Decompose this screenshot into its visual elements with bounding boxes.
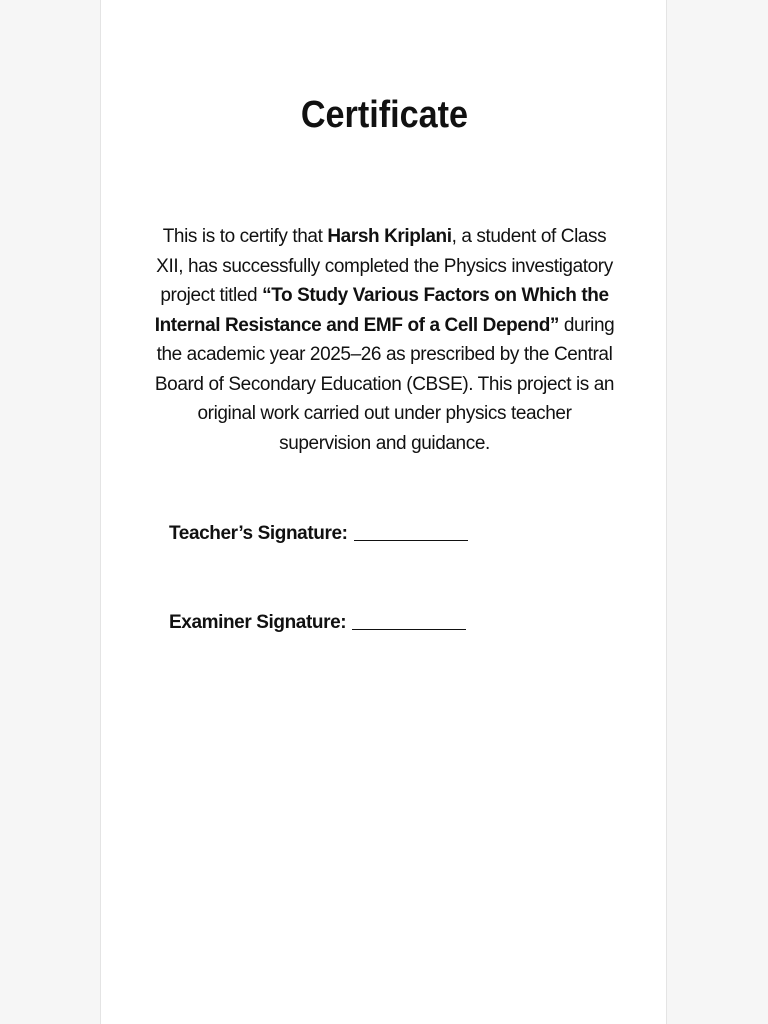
body-class-text: , a student of Class XII, has successfully completed the Physics investigatory project titled (156, 226, 613, 306)
certificate-page (100, 0, 667, 1024)
page-title: Certificate (300, 94, 469, 136)
body-closing-text: during the academic year 2025–26 as prescribed by the Central Board of Secondary Education (CBSE). This project is an original work carried out under physics teacher supervision and guidance. (154, 314, 615, 454)
teacher-signature-label: Teacher’s Signature: (169, 523, 348, 544)
certificate-body (151, 222, 618, 458)
student-name: Harsh Kriplani (327, 226, 452, 247)
teacher-signature-blank (354, 522, 468, 541)
teacher-signature-line (169, 520, 468, 548)
examiner-signature-label: Examiner Signature: (169, 612, 347, 633)
examiner-signature-blank (352, 611, 466, 630)
body-intro-text: This is to certify that (162, 226, 328, 247)
examiner-signature-line (169, 609, 466, 637)
project-title: “To Study Various Factors on Which the Internal Resistance and EMF of a Cell Depend” (154, 285, 609, 336)
